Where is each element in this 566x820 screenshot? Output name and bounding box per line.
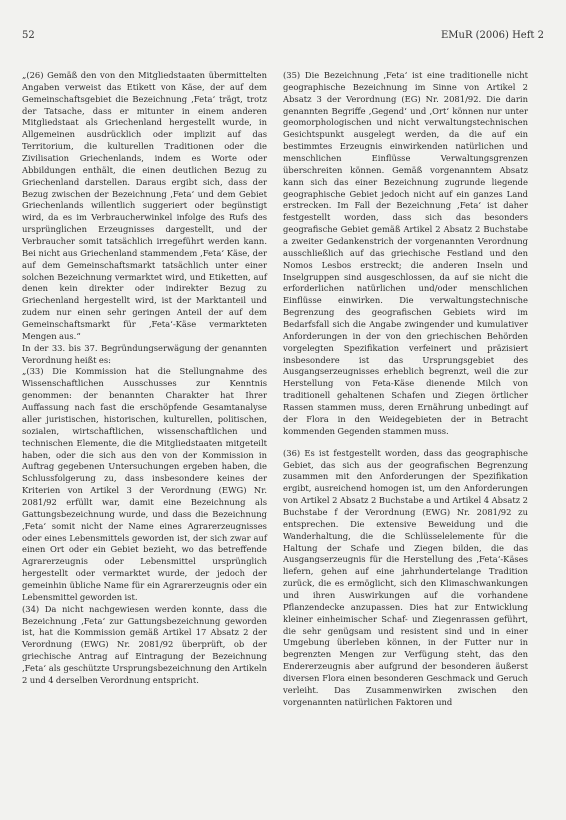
right-column xyxy=(283,70,528,709)
paragraph-26: „(26) Gemäß den von den Mitgliedstaaten übermittelten Angaben verweist das Etikett von Käse, der auf dem Gemeinschaftsgebiet die Bezeichnung ‚Feta‘ trägt, trotz der Tatsache, dass er mitunter in einem anderen Mitgliedstaat als Griechenland hergestellt wurde, in Allgemeinen ausdrücklich oder implizit auf das Territorium, die kulturellen Traditionen oder die Zivilisation Griechenlands, indem es Worte oder Abbildungen enthält, die einen deutlichen Bezug zu Griechenland darstellen. Daraus ergibt sich, dass der Bezug zwischen der Bezeichnung ‚Feta‘ und dem Gebiet Griechenlands willentlich suggeriert oder begünstigt wird, da es im Verbraucherwinkel infolge des Rufs des ursprünglichen Erzeugnisses dargestellt, und der Verbraucher somit tatsächlich irregeführt werden kann. Bei nicht aus Griechenland stammendem ‚Feta‘ Käse, der auf dem Gemeinschaftsmarkt tatsächlich unter einer solchen Bezeichnung vermarktet wird, und Etiketten, auf denen kein direkter oder indirekter Bezug zu Griechenland hergestellt wird, ist der Marktanteil und zudem nur einen sehr geringen Anteil der auf dem Gemeinschaftsmarkt für ‚Feta‘-Käse vermarkteten Mengen aus.“ xyxy=(22,70,267,341)
left-column xyxy=(22,70,267,687)
intro-paragraph: In der 33. bis 37. Begründungserwägung der genannten Verordnung heißt es: xyxy=(22,342,267,365)
paragraph-36: (36) Es ist festgestellt worden, dass das geographische Gebiet, das sich aus der geografischen Begrenzung zusammen mit den Anforderungen der Spezifikation ergibt, ausreichend homogen ist, um den Anforderungen von Artikel 2 Absatz 2 Buchstabe a und Artikel 4 Absatz 2 Buchstabe f der Verordnung (EWG) Nr. 2081/92 zu entsprechen. Die extensive Beweidung und die Wanderhaltung, die die Schlüsselelemente für die Haltung der Schafe und Ziegen bilden, die das Ausgangserzeugnis für die Herstellung des ‚Feta‘-Käses liefern, gehen auf eine jahrhundertelange Tradition zurück, die es ermöglicht, sich den Klimaschwankungen und ihren Auswirkungen auf die vorhandene Pflanzendecke anzupassen. Dies hat zur Entwicklung kleiner einheimischer Schaf- und Ziegenrassen geführt, die sehr genügsam und resistent sind und in einer Umgebung überleben können, in der Futter nur in begrenzten Mengen zur Verfügung steht, das den Endererzeugnis aber aufgrund der besonderen äußerst diversen Flora einen besonderen Geschmack und Geruch verleiht. Das Zusammenwirken zwischen den vorgenannten natürlichen Faktoren und xyxy=(283,447,528,707)
page-header xyxy=(22,30,544,46)
journal-reference: EMuR (2006) Heft 2 xyxy=(440,30,544,41)
paragraph-34: (34) Da nicht nachgewiesen werden konnte, dass die Bezeichnung ‚Feta‘ zur Gattungsbezeichnung geworden ist, hat die Kommission gemäß Artikel 17 Absatz 2 der Verordnung (EWG) Nr. 2081/92 überprüft, ob der griechische Antrag auf Eintragung der Bezeichnung ‚Feta‘ als geschützte Ursprungsbezeichnung den Artikeln 2 und 4 derselben Verordnung entspricht. xyxy=(22,603,267,685)
page-number: 52 xyxy=(22,30,35,41)
paragraph-35: (35) Die Bezeichnung ‚Feta‘ ist eine traditionelle nicht geographische Bezeichnung im Sinne von Artikel 2 Absatz 3 der Verordnung (EG) Nr. 2081/92. Die darin genannten Begriffe ‚Gegend‘ und ‚Ort‘ können nur unter geomorphologischen und nicht verwaltungstechnischen Gesichtspunkt ausgelegt werden, da die auf ein bestimmtes Erzeugnis einwirkenden natürlichen und menschlichen Einflüsse Verwaltungsgrenzen überschreiten können. Gemäß vorgenanntem Absatz kann sich das einer Bezeichnung zugrunde liegende geographische Gebiet jedoch nicht auf ein ganzes Land erstrecken. Im Fall der Bezeichnung ‚Feta‘ ist daher festgestellt worden, dass sich das besonders geografische Gebiet gemäß Artikel 2 Absatz 2 Buchstabe a zweiter Gedankenstrich der vorgenannten Verordnung ausschließlich auf das griechische Festland und den Nomos Lesbos erstreckt; die anderen Inseln und Inselgruppen sind ausgeschlossen, da auf sie nicht die erforderlichen natürlichen und/oder menschlichen Einflüsse einwirken. Die verwaltungstechnische Begrenzung des geografischen Gebiets wird im Bedarfsfall sich die Angabe zwingender und kumulativer Anforderungen in der von den griechischen Behörden vorgelegten Spezifikation verfeinert und präzisiert insbesondere ist das Ursprungsgebiet des Ausgangserzeugnisses erheblich begrenzt, weil die zur Herstellung von Feta-Käse dienende Milch von traditionell gehaltenen Schafen und Ziegen örtlicher Rassen stammen muss, deren Ernährung unbedingt auf der Flora in den Weidegebieten der in Betracht kommenden Gegenden stammen muss. xyxy=(283,70,528,436)
paragraph-33: „(33) Die Kommission hat die Stellungnahme des Wissenschaftlichen Ausschusses zur Kenntnis genommen: der benannten Charakter hat Ihrer Auffassung nach fast die erschöpfende Gesamtanalyse aller juristischen, historischen, kulturellen, politischen, sozialen, wirtschaftlichen, wissenschaftlichen und technischen Elemente, die die Mitgliedstaaten mitgeteilt haben, oder die sich aus den von der Kommission in Auftrag gegebenen Untersuchungen ergeben haben, die Schlussfolgerung zu, dass insbesondere keines der Kriterien von Artikel 3 der Verordnung (EWG) Nr. 2081/92 erfüllt war, damit eine Bezeichnung als Gattungsbezeichnung wurde, und dass die Bezeichnung ‚Feta‘ somit nicht der Name eines Agrarerzeugnisses oder eines Lebensmittels geworden ist, der sich zwar auf einen Ort oder ein Gebiet bezieht, wo das betreffende Agrarerzeugnis oder Lebensmittel ursprünglich hergestellt oder vermarktet wurde, der jedoch der gemeinhin übliche Name für ein Agrarerzeugnis oder ein Lebensmittel geworden ist. xyxy=(22,366,267,602)
